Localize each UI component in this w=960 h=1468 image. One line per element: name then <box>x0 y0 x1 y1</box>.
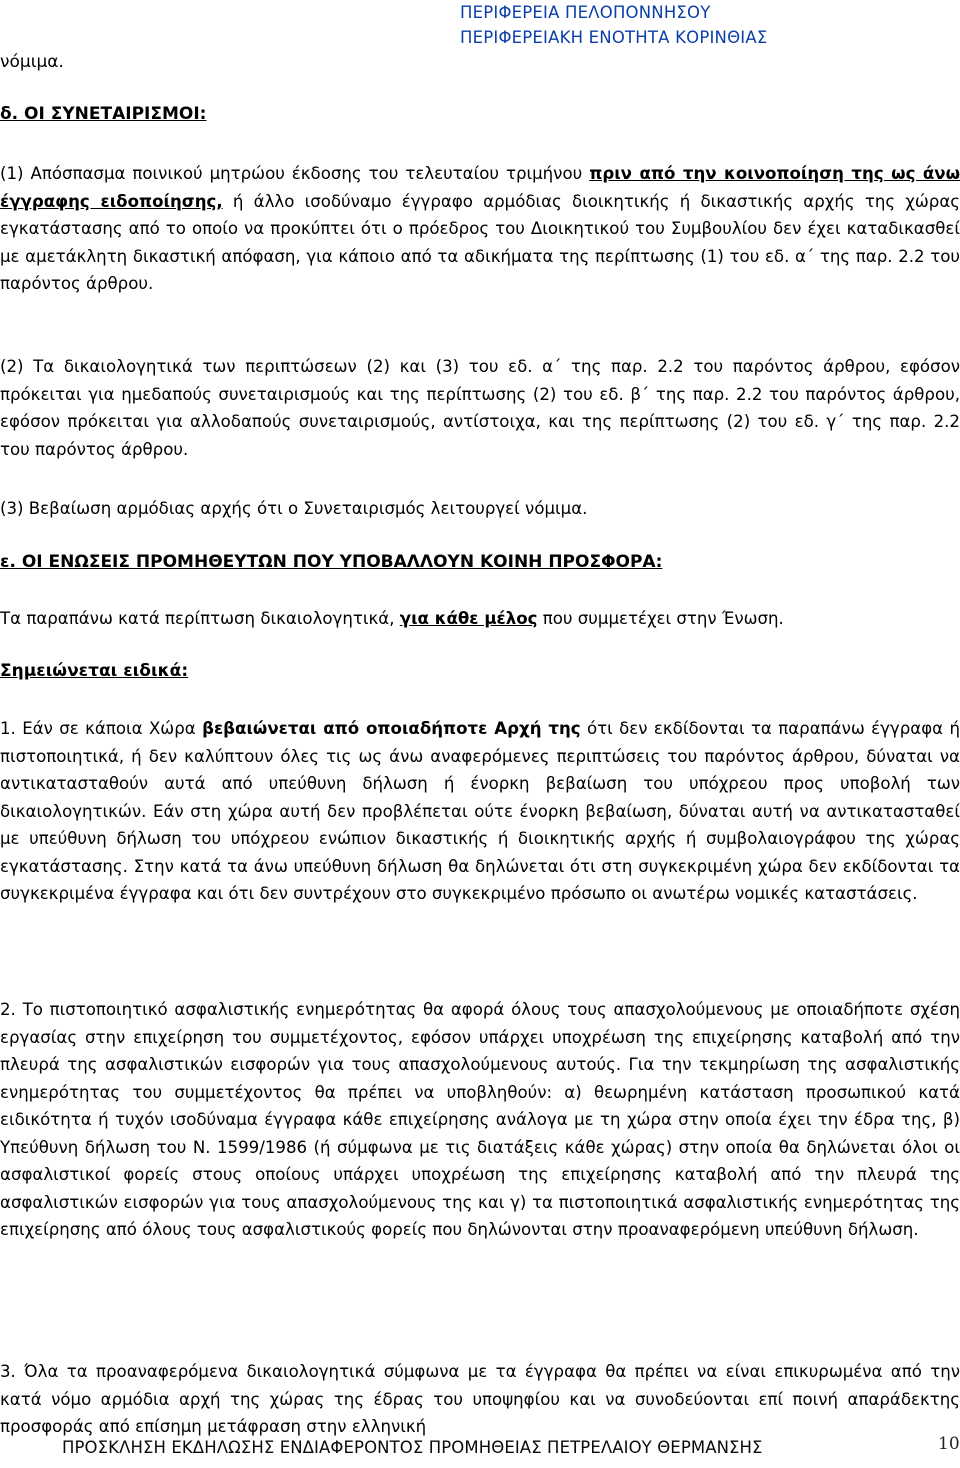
previous-page-fragment: νόμιμα. <box>0 52 64 72</box>
section-d-paragraph-2: (2) Τα δικαιολογητικά των περιπτώσεων (2) και (3) του εδ. α΄ της παρ. 2.2 του παρόντος άρθρου, εφόσον πρόκειται για ημεδαπούς συνεταιρισμούς και της περίπτωσης (2) του εδ. β΄ της παρ. 2.2 του παρόντος άρθρου, εφόσον πρόκειται για αλλοδαπούς συνεταιρισμούς, αντίστοιχα, και της περίπτωσης (2) του εδ. γ΄ της παρ. 2.2 του παρόντος άρθρου. <box>0 357 960 459</box>
footer-title: ΠΡΟΣΚΛΗΣΗ ΕΚΔΗΛΩΣΗΣ ΕΝΔΙΑΦΕΡΟΝΤΟΣ ΠΡΟΜΗΘΕΙΑΣ ΠΕΤΡΕΛΑΙΟΥ ΘΕΡΜΑΝΣΗΣ <box>62 1438 763 1457</box>
note-1 <box>0 715 960 908</box>
note-3: 3. Όλα τα προαναφερόμενα δικαιολογητικά σύμφωνα με τα έγγραφα θα πρέπει να είναι επικυρωμένα από την κατά νόμο αρμόδια αρχή της χώρας της έδρας του υποψηφίου και να συνοδεύονται επί ποινή απαράδεκτης προσφοράς από επίσημη μετάφραση στην ελληνική <box>0 1362 960 1436</box>
header-unit: ΠΕΡΙΦΕΡΕΙΑΚΗ ΕΝΟΤΗΤΑ ΚΟΡΙΝΘΙΑΣ <box>460 28 768 47</box>
text-span: ότι δεν εκδίδονται τα παραπάνω έγγραφα ή πιστοποιητικά, ή δεν καλύπτουν όλες τις ως άνω αναφερόμενες περιπτώσεις του παρόντος άρθρου, δύναται να αντικατασταθούν αυτά από υπεύθυνη δήλωση ή ένορκη βεβαίωση του υπόχρεου προς υποβολή των δικαιολογητικών. Εάν στη χώρα αυτή δεν προβλέπεται ούτε ένορκη βεβαίωση, δύναται αυτή να αντικατασταθεί με υπεύθυνη δήλωση του υπόχρεου ενώπιον δικαστικής ή διοικητικής αρχής ή συμβολαιογράφου της χώρας εγκατάστασης. Στην κατά τα άνω υπεύθυνη δήλωση θα δηλώνεται ότι στη συγκεκριμένη χώρα δεν εκδίδονται τα συγκεκριμένα έγγραφα και ότι δεν συντρέχουν στο συγκεκριμένο πρόσωπο οι ανωτέρω νομικές καταστάσεις. <box>0 719 960 903</box>
underlined-emphasis: για κάθε μέλος <box>399 609 538 628</box>
section-d-heading: δ. ΟΙ ΣΥΝΕΤΑΙΡΙΣΜΟΙ: <box>0 104 207 124</box>
underlined-emphasis: πριν από την κοινοποίηση της ως άνω έγγραφης ειδοποίησης, <box>0 164 960 211</box>
text-span: ή άλλο ισοδύναμο έγγραφο αρμόδιας διοικητικής ή δικαστικής αρχής της χώρας εγκατάστασης από το οποίο να προκύπτει ότι ο πρόεδρος του Διοικητικού του Συμβουλίου δεν έχει καταδικασθεί με αμετάκλητη δικαστική απόφαση, για κάποιο από τα αδικήματα της περίπτωσης (1) του εδ. α΄ της παρ. 2.2 του παρόντος άρθρου. <box>0 191 960 293</box>
text-span: (1) Απόσπασμα ποινικού μητρώου έκδοσης του τελευταίου τριμήνου <box>0 164 590 183</box>
header-region: ΠΕΡΙΦΕΡΕΙΑ ΠΕΛΟΠΟΝΝΗΣΟΥ <box>460 3 711 22</box>
note-2: 2. Το πιστοποιητικό ασφαλιστικής ενημερότητας θα αφορά όλους τους απασχολούμενους με οποιαδήποτε σχέση εργασίας στην επιχείρηση του συμμετέχοντος, εφόσον υπάρχει υποχρέωση της επιχείρησης καταβολή από την πλευρά της ασφαλιστικών εισφορών για τους απασχολούμενους αυτούς. Για την τεκμηρίωση της ασφαλιστικής ενημερότητας του συμμετέχοντος θα πρέπει να υποβληθούν: α) θεωρημένη κατάσταση προσωπικού κατά ειδικότητα ή τυχόν ισοδύναμα έγγραφα κάθε επιχείρησης ανάλογα με τη χώρα στην οποία έχει την έδρα της, β) Υπεύθυνη δήλωση του Ν. 1599/1986 (ή σύμφωνα με τις διατάξεις κάθε χώρας) στην οποία θα δηλώνεται όλοι οι ασφαλιστικοί φορείς στους οποίους υπάρχει υποχρέωση της επιχείρησης καταβολή από την πλευρά της ασφαλιστικών εισφορών για τους απασχολούμενους της και γ) τα πιστοποιητικά ασφαλιστικής ενημερότητας της επιχείρησης από όλους τους ασφαλιστικούς φορείς που δηλώνονται στην προαναφερόμενη υπεύθυνη δήλωση. <box>0 1000 960 1239</box>
text-span: που συμμετέχει στην Ένωση. <box>537 609 784 628</box>
text-span: 1. Εάν σε κάποια Χώρα <box>0 719 203 738</box>
section-e-heading: ε. ΟΙ ΕΝΩΣΕΙΣ ΠΡΟΜΗΘΕΥΤΩΝ ΠΟΥ ΥΠΟΒΑΛΛΟΥΝ ΚΟΙΝΗ ΠΡΟΣΦΟΡΑ: <box>0 552 663 572</box>
notes-heading: Σημειώνεται ειδικά: <box>0 661 189 681</box>
header-block <box>460 0 767 50</box>
section-d-paragraph-1 <box>0 160 960 298</box>
text-span: Τα παραπάνω κατά περίπτωση δικαιολογητικά, <box>0 609 400 628</box>
section-d-paragraph-3: (3) Βεβαίωση αρμόδιας αρχής ότι ο Συνεταιρισμός λειτουργεί νόμιμα. <box>0 499 588 518</box>
bold-emphasis: βεβαιώνεται από οποιαδήποτε Αρχή της <box>202 719 581 738</box>
page-number: 10 <box>938 1434 960 1454</box>
section-e-paragraph <box>0 605 960 633</box>
